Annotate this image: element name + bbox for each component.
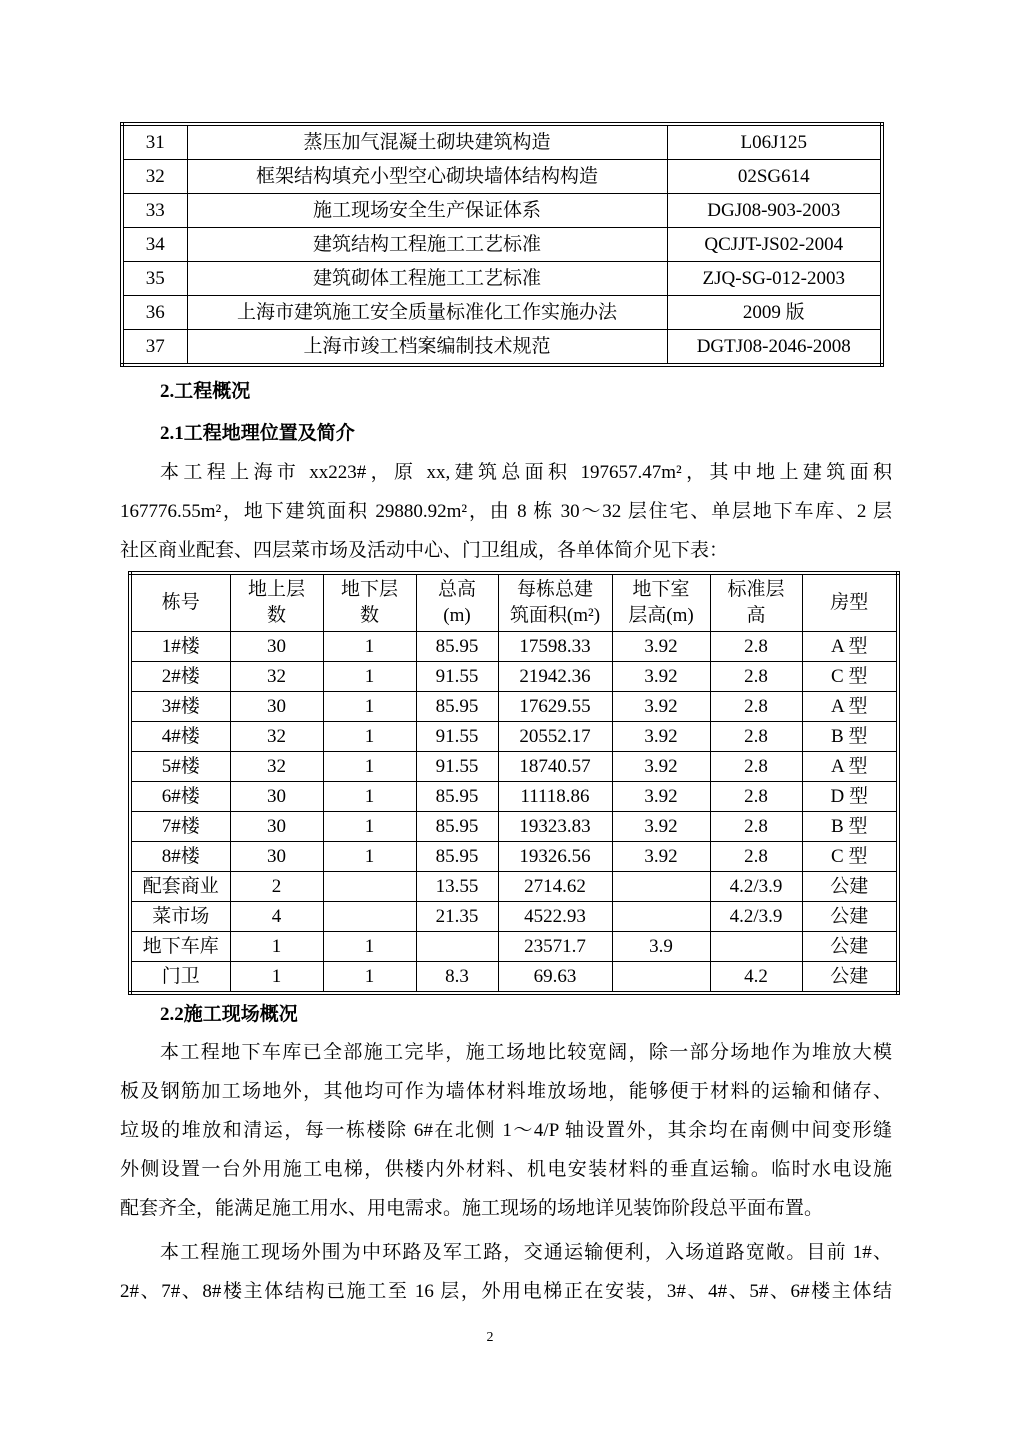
- cell-building: 地下车库: [130, 932, 230, 962]
- table-row: [122, 124, 882, 160]
- table-row: [130, 692, 898, 722]
- cell-height: 85.95: [416, 782, 498, 812]
- table-row: [130, 872, 898, 902]
- header-text: 数: [266, 605, 286, 626]
- cell-above: 32: [230, 662, 323, 692]
- header-text: 总高: [437, 579, 476, 600]
- cell-height: 85.95: [416, 842, 498, 872]
- cell-name: 上海市竣工档案编制技术规范: [187, 330, 667, 366]
- cell-standard: 2.8: [710, 662, 802, 692]
- cell-below: 1: [323, 752, 416, 782]
- cell-height: 91.55: [416, 752, 498, 782]
- cell-type: A 型: [802, 632, 898, 662]
- cell-height: 85.95: [416, 812, 498, 842]
- cell-no: 32: [122, 160, 187, 194]
- cell-height: 85.95: [416, 692, 498, 722]
- cell-standard: 2.8: [710, 632, 802, 662]
- cell-basement: 3.92: [612, 842, 710, 872]
- cell-below: 1: [323, 932, 416, 962]
- cell-area: 11118.86: [498, 782, 612, 812]
- cell-area: 21942.36: [498, 662, 612, 692]
- cell-building: 门卫: [130, 962, 230, 994]
- cell-type: B 型: [802, 722, 898, 752]
- cell-type: 公建: [802, 872, 898, 902]
- cell-below: 1: [323, 842, 416, 872]
- cell-standard: 2.8: [710, 812, 802, 842]
- table-row: [130, 812, 898, 842]
- cell-basement: 3.92: [612, 692, 710, 722]
- table-row: [130, 722, 898, 752]
- cell-type: 公建: [802, 962, 898, 994]
- cell-area: 69.63: [498, 962, 612, 994]
- cell-basement: [612, 902, 710, 932]
- header-building: [130, 573, 230, 632]
- header-text: 地下室: [632, 579, 690, 600]
- cell-basement: 3.92: [612, 662, 710, 692]
- cell-name: 框架结构填充小型空心砌块墙体结构构造: [187, 160, 667, 194]
- table-row: [122, 330, 882, 366]
- cell-no: 36: [122, 296, 187, 330]
- header-text: 标准层: [727, 579, 785, 600]
- header-text: 高: [746, 605, 766, 626]
- cell-below: 1: [323, 722, 416, 752]
- cell-area: 19323.83: [498, 812, 612, 842]
- cell-height: [416, 932, 498, 962]
- cell-above: 32: [230, 722, 323, 752]
- header-text: 地下层: [340, 579, 398, 600]
- table-row: [130, 932, 898, 962]
- cell-building: 1#楼: [130, 632, 230, 662]
- cell-standard: 2.8: [710, 842, 802, 872]
- cell-standard: [710, 932, 802, 962]
- body-text-line: 167776.55m²，地下建筑面积 29880.92m²，由 8 栋 30～32 层住宅、单层地下车库、2 层: [120, 501, 892, 522]
- cell-type: A 型: [802, 692, 898, 722]
- cell-height: 8.3: [416, 962, 498, 994]
- cell-type: A 型: [802, 752, 898, 782]
- cell-standard: 4.2/3.9: [710, 902, 802, 932]
- cell-building: 6#楼: [130, 782, 230, 812]
- cell-above: 32: [230, 752, 323, 782]
- cell-code: 02SG614: [667, 160, 882, 194]
- cell-name: 蒸压加气混凝土砌块建筑构造: [187, 124, 667, 160]
- header-text: 筑面积(m²): [509, 605, 601, 626]
- cell-below: 1: [323, 962, 416, 994]
- cell-above: 1: [230, 962, 323, 994]
- cell-basement: 3.92: [612, 782, 710, 812]
- table-row: [130, 782, 898, 812]
- cell-basement: [612, 872, 710, 902]
- header-text: 地上层: [247, 579, 305, 600]
- table-row: [122, 296, 882, 330]
- cell-code: 2009 版: [667, 296, 882, 330]
- cell-basement: 3.92: [612, 752, 710, 782]
- header-floors-above: [230, 573, 323, 632]
- cell-above: 30: [230, 692, 323, 722]
- cell-below: 1: [323, 662, 416, 692]
- cell-no: 31: [122, 124, 187, 160]
- cell-standard: 2.8: [710, 722, 802, 752]
- body-text-line: 外侧设置一台外用施工电梯，供楼内外材料、机电安装材料的垂直运输。临时水电设施: [120, 1159, 892, 1180]
- cell-area: 2714.62: [498, 872, 612, 902]
- body-text-line: 配套齐全，能满足施工用水、用电需求。施工现场的场地详见装饰阶段总平面布置。: [120, 1198, 824, 1219]
- cell-building: 4#楼: [130, 722, 230, 752]
- cell-type: 公建: [802, 932, 898, 962]
- table-row: [130, 752, 898, 782]
- cell-below: [323, 902, 416, 932]
- cell-basement: 3.92: [612, 812, 710, 842]
- cell-below: 1: [323, 692, 416, 722]
- header-text: (m): [443, 605, 471, 626]
- cell-building: 5#楼: [130, 752, 230, 782]
- cell-basement: 3.92: [612, 632, 710, 662]
- table-row: [130, 902, 898, 932]
- cell-below: 1: [323, 782, 416, 812]
- cell-above: 2: [230, 872, 323, 902]
- header-floors-below: [323, 573, 416, 632]
- cell-no: 37: [122, 330, 187, 366]
- cell-area: 19326.56: [498, 842, 612, 872]
- table-row: [130, 632, 898, 662]
- header-total-height: [416, 573, 498, 632]
- cell-basement: [612, 962, 710, 994]
- cell-above: 30: [230, 812, 323, 842]
- cell-below: [323, 872, 416, 902]
- table-row: [122, 160, 882, 194]
- cell-above: 1: [230, 932, 323, 962]
- cell-above: 30: [230, 632, 323, 662]
- cell-building: 3#楼: [130, 692, 230, 722]
- cell-height: 91.55: [416, 662, 498, 692]
- cell-code: QCJJT-JS02-2004: [667, 228, 882, 262]
- page-number: 2: [486, 1330, 494, 1345]
- table-row: [122, 262, 882, 296]
- section-heading: 2.1工程地理位置及简介: [160, 423, 355, 444]
- cell-area: 18740.57: [498, 752, 612, 782]
- cell-no: 34: [122, 228, 187, 262]
- header-text: 房型: [830, 592, 869, 613]
- cell-basement: 3.9: [612, 932, 710, 962]
- cell-height: 21.35: [416, 902, 498, 932]
- cell-type: D 型: [802, 782, 898, 812]
- cell-code: L06J125: [667, 124, 882, 160]
- body-text-line: 垃圾的堆放和清运，每一栋楼除 6#在北侧 1～4/P 轴设置外，其余均在南侧中间变形缝: [120, 1120, 892, 1141]
- body-text-line: 本工程上海市 xx223#，原 xx,建筑总面积 197657.47m²，其中地上建筑面积: [160, 462, 892, 483]
- buildings-table: [128, 571, 900, 995]
- header-text: 数: [359, 605, 379, 626]
- header-text: 栋号: [161, 592, 200, 613]
- cell-height: 13.55: [416, 872, 498, 902]
- cell-building: 8#楼: [130, 842, 230, 872]
- header-type: [802, 573, 898, 632]
- cell-below: 1: [323, 632, 416, 662]
- cell-area: 17598.33: [498, 632, 612, 662]
- cell-height: 85.95: [416, 632, 498, 662]
- body-text-line: 本工程地下车库已全部施工完毕，施工场地比较宽阔，除一部分场地作为堆放大模: [160, 1042, 892, 1063]
- standards-table: [120, 122, 884, 367]
- cell-above: 30: [230, 782, 323, 812]
- cell-area: 17629.55: [498, 692, 612, 722]
- table-row: [130, 962, 898, 994]
- cell-height: 91.55: [416, 722, 498, 752]
- cell-building: 2#楼: [130, 662, 230, 692]
- cell-standard: 2.8: [710, 782, 802, 812]
- header-standard-height: [710, 573, 802, 632]
- cell-below: 1: [323, 812, 416, 842]
- header-basement-height: [612, 573, 710, 632]
- cell-code: DGTJ08-2046-2008: [667, 330, 882, 366]
- cell-name: 施工现场安全生产保证体系: [187, 194, 667, 228]
- cell-building: 菜市场: [130, 902, 230, 932]
- body-text-line: 本工程施工现场外围为中环路及军工路，交通运输便利，入场道路宽敞。目前 1#、: [160, 1242, 892, 1263]
- cell-building: 配套商业: [130, 872, 230, 902]
- cell-above: 30: [230, 842, 323, 872]
- cell-code: ZJQ-SG-012-2003: [667, 262, 882, 296]
- header-text: 每栋总建: [516, 579, 593, 600]
- header-text: 层高(m): [628, 605, 694, 626]
- cell-name: 建筑砌体工程施工工艺标准: [187, 262, 667, 296]
- cell-building: 7#楼: [130, 812, 230, 842]
- cell-type: B 型: [802, 812, 898, 842]
- cell-above: 4: [230, 902, 323, 932]
- cell-basement: 3.92: [612, 722, 710, 752]
- section-heading: 2.2施工现场概况: [160, 1004, 298, 1025]
- header-area: [498, 573, 612, 632]
- cell-standard: 2.8: [710, 752, 802, 782]
- cell-name: 建筑结构工程施工工艺标准: [187, 228, 667, 262]
- cell-area: 23571.7: [498, 932, 612, 962]
- table-header-row: [130, 573, 898, 632]
- cell-type: C 型: [802, 662, 898, 692]
- cell-standard: 4.2/3.9: [710, 872, 802, 902]
- cell-standard: 4.2: [710, 962, 802, 994]
- table-row: [130, 662, 898, 692]
- table-row: [122, 228, 882, 262]
- cell-area: 4522.93: [498, 902, 612, 932]
- cell-no: 33: [122, 194, 187, 228]
- table-row: [130, 842, 898, 872]
- cell-name: 上海市建筑施工安全质量标准化工作实施办法: [187, 296, 667, 330]
- cell-no: 35: [122, 262, 187, 296]
- cell-area: 20552.17: [498, 722, 612, 752]
- body-text-line: 板及钢筋加工场地外，其他均可作为墙体材料堆放场地，能够便于材料的运输和储存、: [120, 1081, 892, 1102]
- cell-standard: 2.8: [710, 692, 802, 722]
- table-row: [122, 194, 882, 228]
- body-text-line: 社区商业配套、四层菜市场及活动中心、门卫组成，各单体简介见下表：: [120, 540, 729, 561]
- cell-type: 公建: [802, 902, 898, 932]
- section-heading: 2.工程概况: [160, 381, 251, 402]
- body-text-line: 2#、7#、8#楼主体结构已施工至 16 层，外用电梯正在安装，3#、4#、5#、6#楼主体结: [120, 1281, 892, 1302]
- cell-code: DGJ08-903-2003: [667, 194, 882, 228]
- cell-type: C 型: [802, 842, 898, 872]
